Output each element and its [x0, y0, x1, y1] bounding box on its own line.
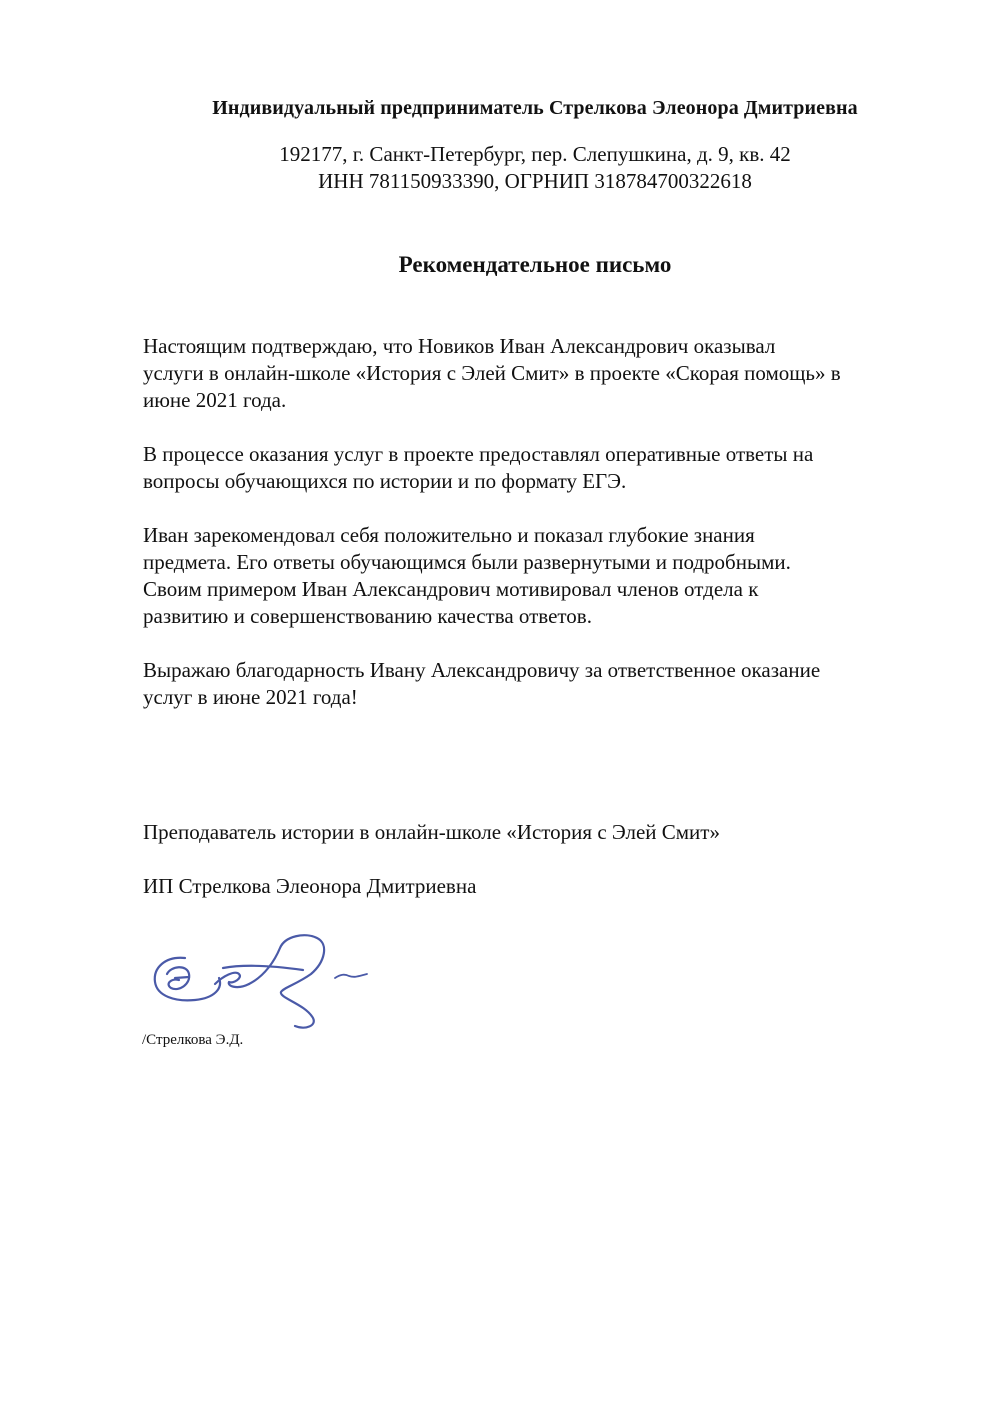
text-line: услуг в июне 2021 года! [143, 685, 358, 709]
text-line: услуги в онлайн-школе «История с Элей Смит» в проекте «Скорая помощь» в [143, 361, 841, 385]
paragraph-duties [143, 441, 943, 495]
text-line: предмета. Его ответы обучающимся были развернутыми и подробными. [143, 550, 791, 574]
issuer-address: 192177, г. Санкт-Петербург, пер. Слепушкина, д. 9, кв. 42 [279, 142, 791, 166]
text-line: июне 2021 года. [143, 388, 287, 412]
text-line: Иван зарекомендовал себя положительно и показал глубокие знания [143, 523, 755, 547]
text-line: Выражаю благодарность Ивану Александровичу за ответственное оказание [143, 658, 821, 682]
document-title: Рекомендательное письмо [398, 252, 672, 277]
signer-name: ИП Стрелкова Элеонора Дмитриевна [143, 874, 477, 898]
signer-short-name: /Стрелкова Э.Д. [142, 1032, 244, 1048]
text-line: Настоящим подтверждаю, что Новиков Иван Александрович оказывал [143, 334, 776, 358]
text-line: вопросы обучающихся по истории и по формату ЕГЭ. [143, 469, 627, 493]
paragraph-gratitude [143, 657, 943, 711]
text-line: Своим примером Иван Александрович мотивировал членов отдела к [143, 577, 759, 601]
issuer-name: Индивидуальный предприниматель Стрелкова Элеонора Дмитриевна [212, 97, 858, 119]
signer-role: Преподаватель истории в онлайн-школе «История с Элей Смит» [143, 820, 720, 844]
paragraph-confirmation [143, 333, 943, 414]
text-line: В процессе оказания услуг в проекте предоставлял оперативные ответы на [143, 442, 814, 466]
text-line: развитию и совершенствованию качества ответов. [143, 604, 592, 628]
issuer-tax-ids: ИНН 781150933390, ОГРНИП 318784700322618 [318, 169, 752, 193]
paragraph-evaluation [143, 522, 943, 630]
signature-icon [145, 930, 435, 1030]
